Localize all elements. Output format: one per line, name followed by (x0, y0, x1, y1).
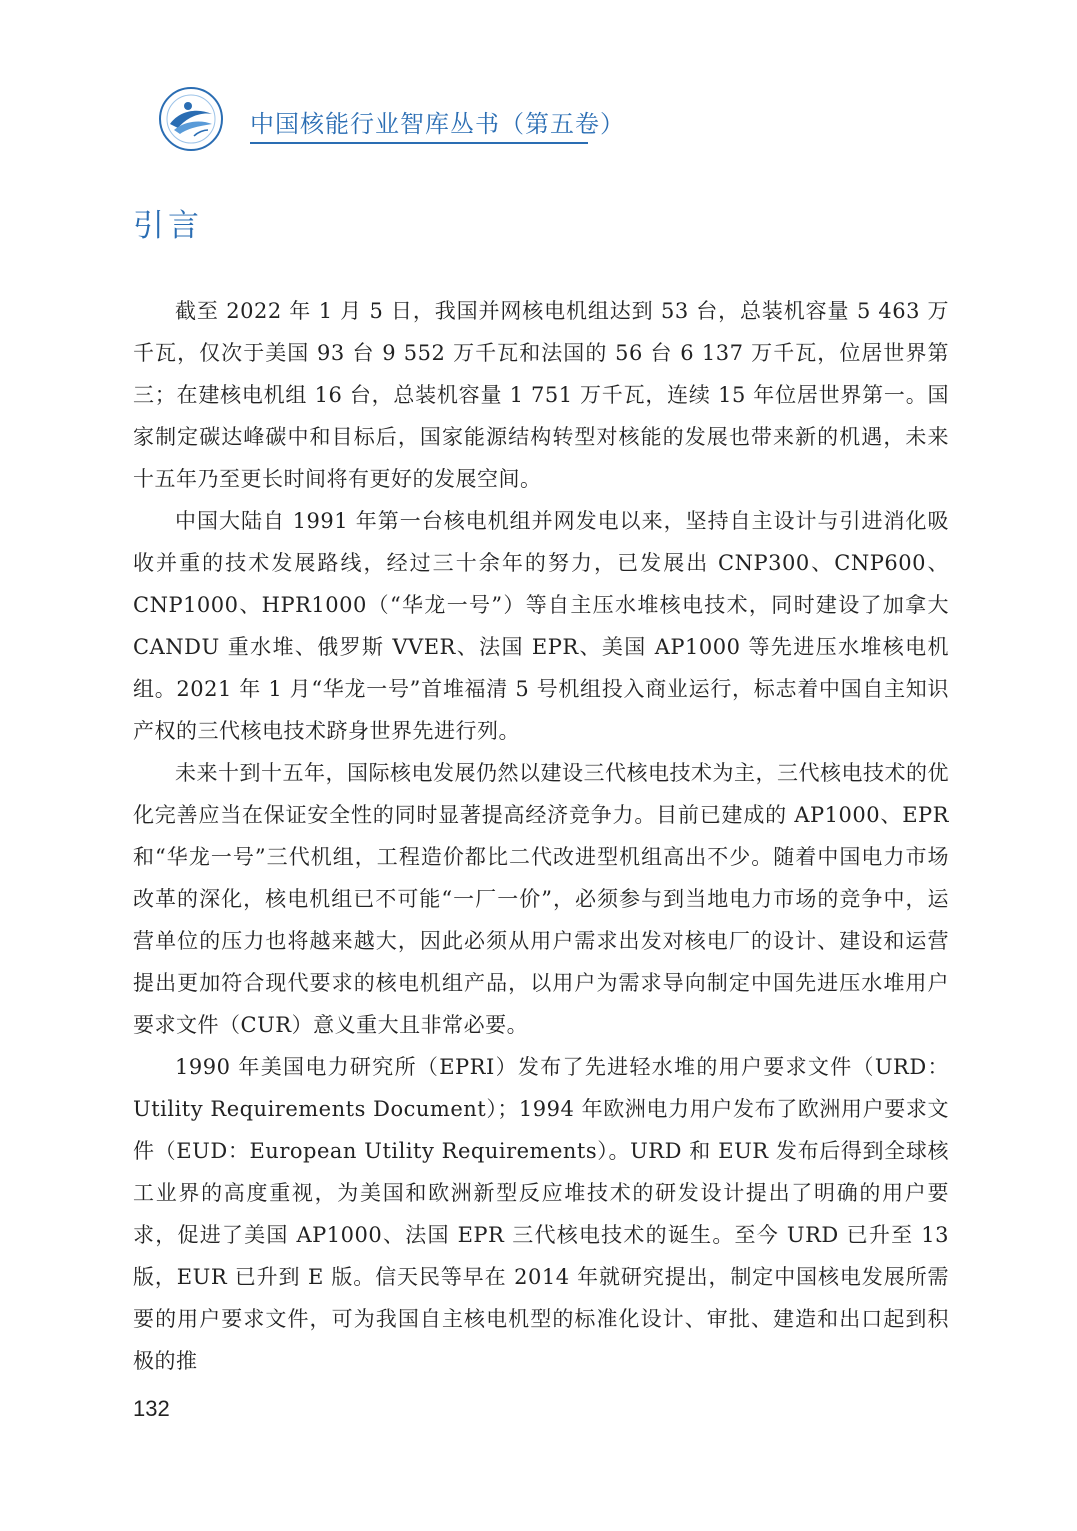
paragraph: 未来十到十五年，国际核电发展仍然以建设三代核电技术为主，三代核电技术的优化完善应当在保证安全性的同时显著提高经济竞争力。目前已建成的 AP1000、EPR 和“华龙一号”三代机组，工程造价都比二代改进型机组高出不少。随着中国电力市场改革的深化，核电机组已不可能“一厂一价”，必须参与到当地电力市场的竞争中，运营单位的压力也将越来越大，因此必须从用户需求出发对核电厂的设计、建设和运营提出更加符合现代要求的核电机组产品，以用户为需求导向制定中国先进压水堆用户要求文件（CUR）意义重大且非常必要。 (133, 761, 949, 1037)
paragraph: 截至 2022 年 1 月 5 日，我国并网核电机组达到 53 台，总装机容量 5 463 万千瓦，仅次于美国 93 台 9 552 万千瓦和法国的 56 台 6 137 万千瓦，位居世界第三；在建核电机组 16 台，总装机容量 1 751 万千瓦，连续 15 年位居世界第一。国家制定碳达峰碳中和目标后，国家能源结构转型对核能的发展也带来新的机遇，未来十五年乃至更长时间将有更好的发展空间。 (133, 299, 949, 491)
body-text (133, 290, 949, 1382)
paragraph: 1990 年美国电力研究所（EPRI）发布了先进轻水堆的用户要求文件（URD：Utility Requirements Document）；1994 年欧洲电力用户发布了欧洲用户要求文件（EUD：European Utility Requirements）。URD 和 EUR 发布后得到全球核工业界的高度重视，为美国和欧洲新型反应堆技术的研发设计提出了明确的用户要求，促进了美国 AP1000、法国 EPR 三代核电技术的诞生。至今 URD 已升至 13 版，EUR 已升到 E 版。信天民等早在 2014 年就研究提出，制定中国核电发展所需要的用户要求文件，可为我国自主核电机型的标准化设计、审批、建造和出口起到积极的推 (133, 1055, 949, 1373)
series-title: 中国核能行业智库丛书（第五卷） (250, 110, 625, 138)
paragraph: 中国大陆自 1991 年第一台核电机组并网发电以来，坚持自主设计与引进消化吸收并重的技术发展路线，经过三十余年的努力，已发展出 CNP300、CNP600、CNP1000、HPR1000（“华龙一号”）等自主压水堆核电技术，同时建设了加拿大 CANDU 重水堆、俄罗斯 VVER、法国 EPR、美国 AP1000 等先进压水堆核电机组。2021 年 1 月“华龙一号”首堆福清 5 号机组投入商业运行，标志着中国自主知识产权的三代核电技术跻身世界先进行列。 (133, 509, 949, 743)
section-title: 引言 (133, 208, 203, 244)
header-divider (250, 142, 588, 144)
page-header (158, 86, 625, 156)
page-number: 132 (133, 1396, 170, 1421)
china-nuclear-energy-association-logo-icon (158, 86, 224, 152)
